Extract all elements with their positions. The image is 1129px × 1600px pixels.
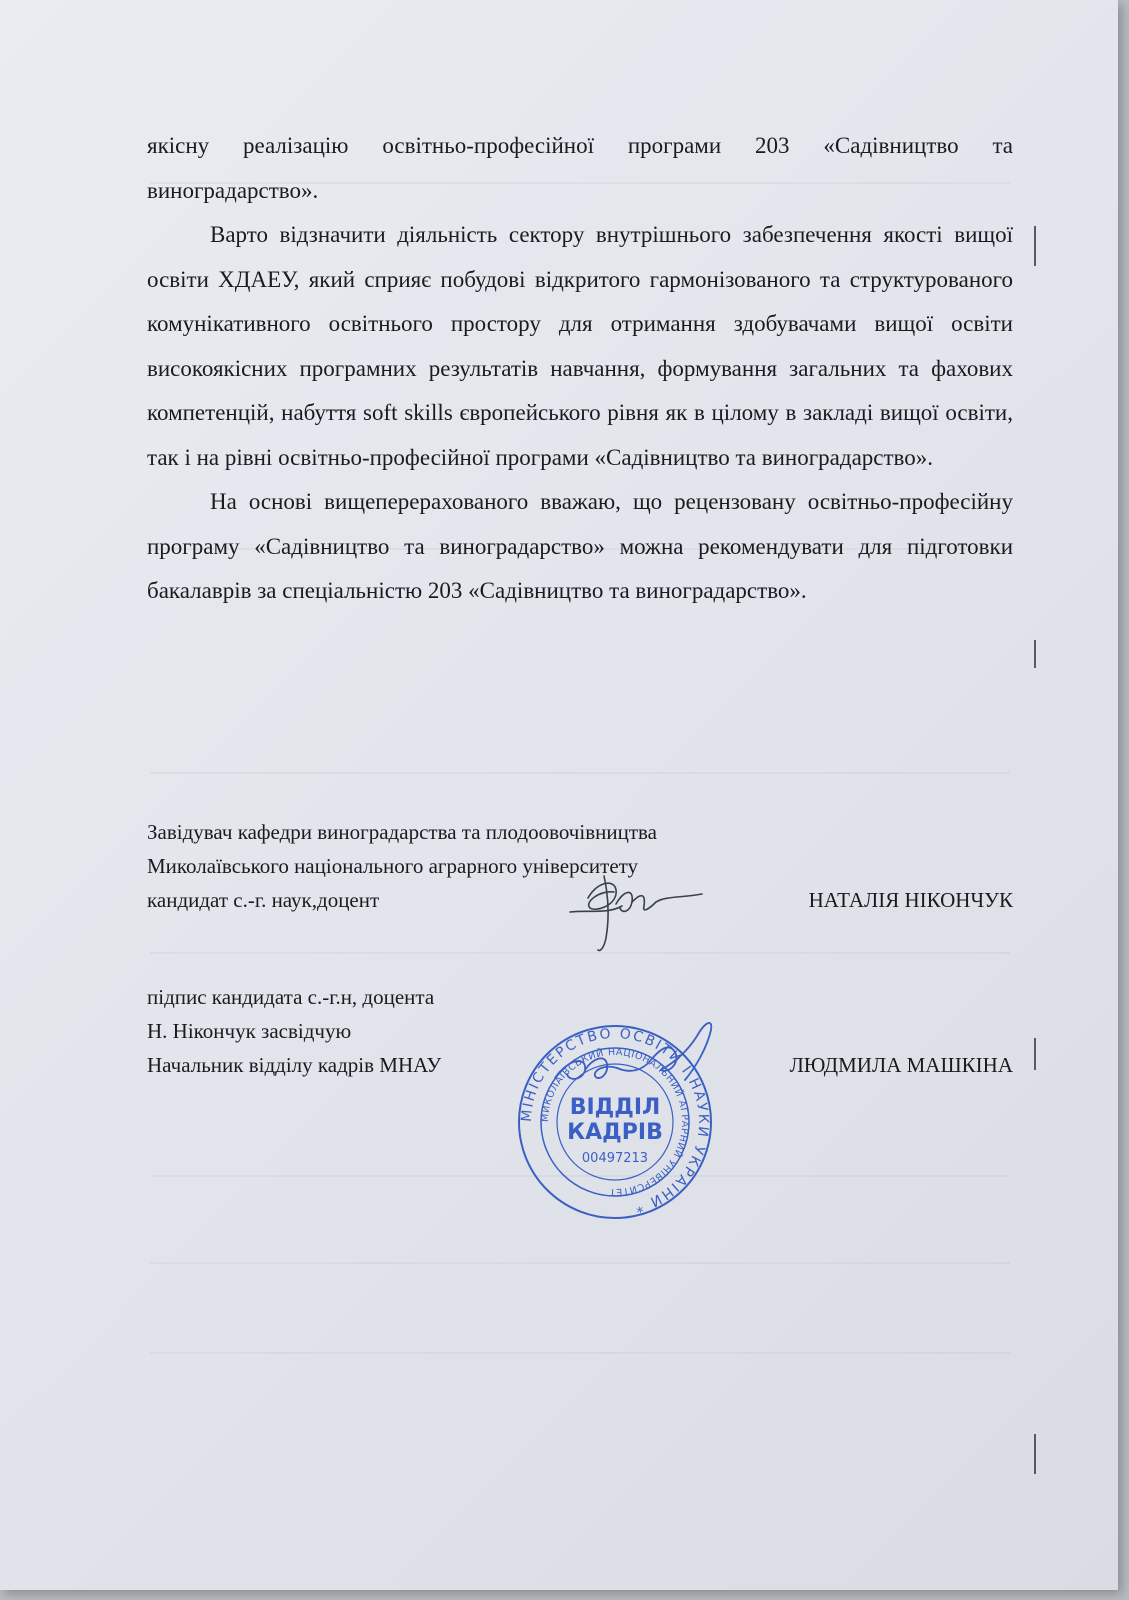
signatory-degree: кандидат с.-г. наук,доцент bbox=[147, 888, 380, 912]
certification-signature-of: підпис кандидата с.-г.н, доцента bbox=[147, 985, 435, 1009]
show-through-line bbox=[150, 952, 1010, 954]
stamp-center-line-1: ВІДДІЛ bbox=[569, 1095, 661, 1120]
certification-name: ЛЮДМИЛА МАШКІНА bbox=[789, 1053, 1013, 1077]
certification-statement: Н. Нікончук засвідчую bbox=[147, 1019, 352, 1043]
certification-block bbox=[147, 980, 1013, 1082]
signatory-university: Миколаївського національного аграрного університету bbox=[147, 854, 639, 878]
stamp-outer-text: МІНІСТЕРСТВО ОСВІТИ І НАУКИ УКРАЇНИ * bbox=[518, 1025, 712, 1216]
stamp-code: 00497213 bbox=[581, 1151, 649, 1166]
stamp-inner-text: МИКОЛАЇВСЬКИЙ НАЦІОНАЛЬНИЙ АГРАРНИЙ УНІВЕРСИТЕТ bbox=[539, 1046, 691, 1198]
margin-tick bbox=[1034, 640, 1036, 668]
margin-tick bbox=[1034, 226, 1036, 266]
signatory-name: НАТАЛІЯ НІКОНЧУК bbox=[808, 888, 1013, 912]
stamp-center-line-2: КАДРІВ bbox=[567, 1120, 663, 1145]
show-through-line bbox=[150, 1175, 1010, 1177]
paragraph-2: Варто відзначити діяльність сектору внутрішнього забезпечення якості вищої освіти ХДАЕУ, який сприяє побудові відкритого гармонізованого та структурованого комунікативного освітнього простору для отримання здобувачами вищої освіти високоякісних програмних результатів навчання, формування загальних та фахових компетенцій, набуття soft skills європейського рівня як в цілому в закладі вищої освіти, так і на рівні освітньо-професійної програми «Садівництво та виноградарство». bbox=[147, 222, 1013, 470]
signatory-degree-line bbox=[147, 883, 1013, 917]
show-through-line bbox=[150, 1262, 1010, 1264]
margin-tick bbox=[1034, 1434, 1036, 1474]
margin-tick bbox=[1034, 1038, 1036, 1070]
show-through-line bbox=[150, 1352, 1010, 1354]
certification-officer-line bbox=[147, 1048, 1013, 1082]
review-text bbox=[147, 124, 1013, 614]
paragraph-3: На основі вищеперерахованого вважаю, що рецензовану освітньо-професійну програму «Садівництво та виноградарство» можна рекомендувати для підготовки бакалаврів за спеціальністю 203 «Садівництво та виноградарство». bbox=[147, 489, 1013, 603]
signatory-block bbox=[147, 815, 1013, 917]
certification-position: Начальник відділу кадрів МНАУ bbox=[147, 1053, 442, 1077]
show-through-line bbox=[150, 772, 1010, 774]
signatory-position: Завідувач кафедри виноградарства та плодоовочівництва bbox=[147, 820, 657, 844]
paragraph-1: якісну реалізацію освітньо-професійної програми 203 «Садівництво та виноградарство». bbox=[147, 133, 1013, 203]
